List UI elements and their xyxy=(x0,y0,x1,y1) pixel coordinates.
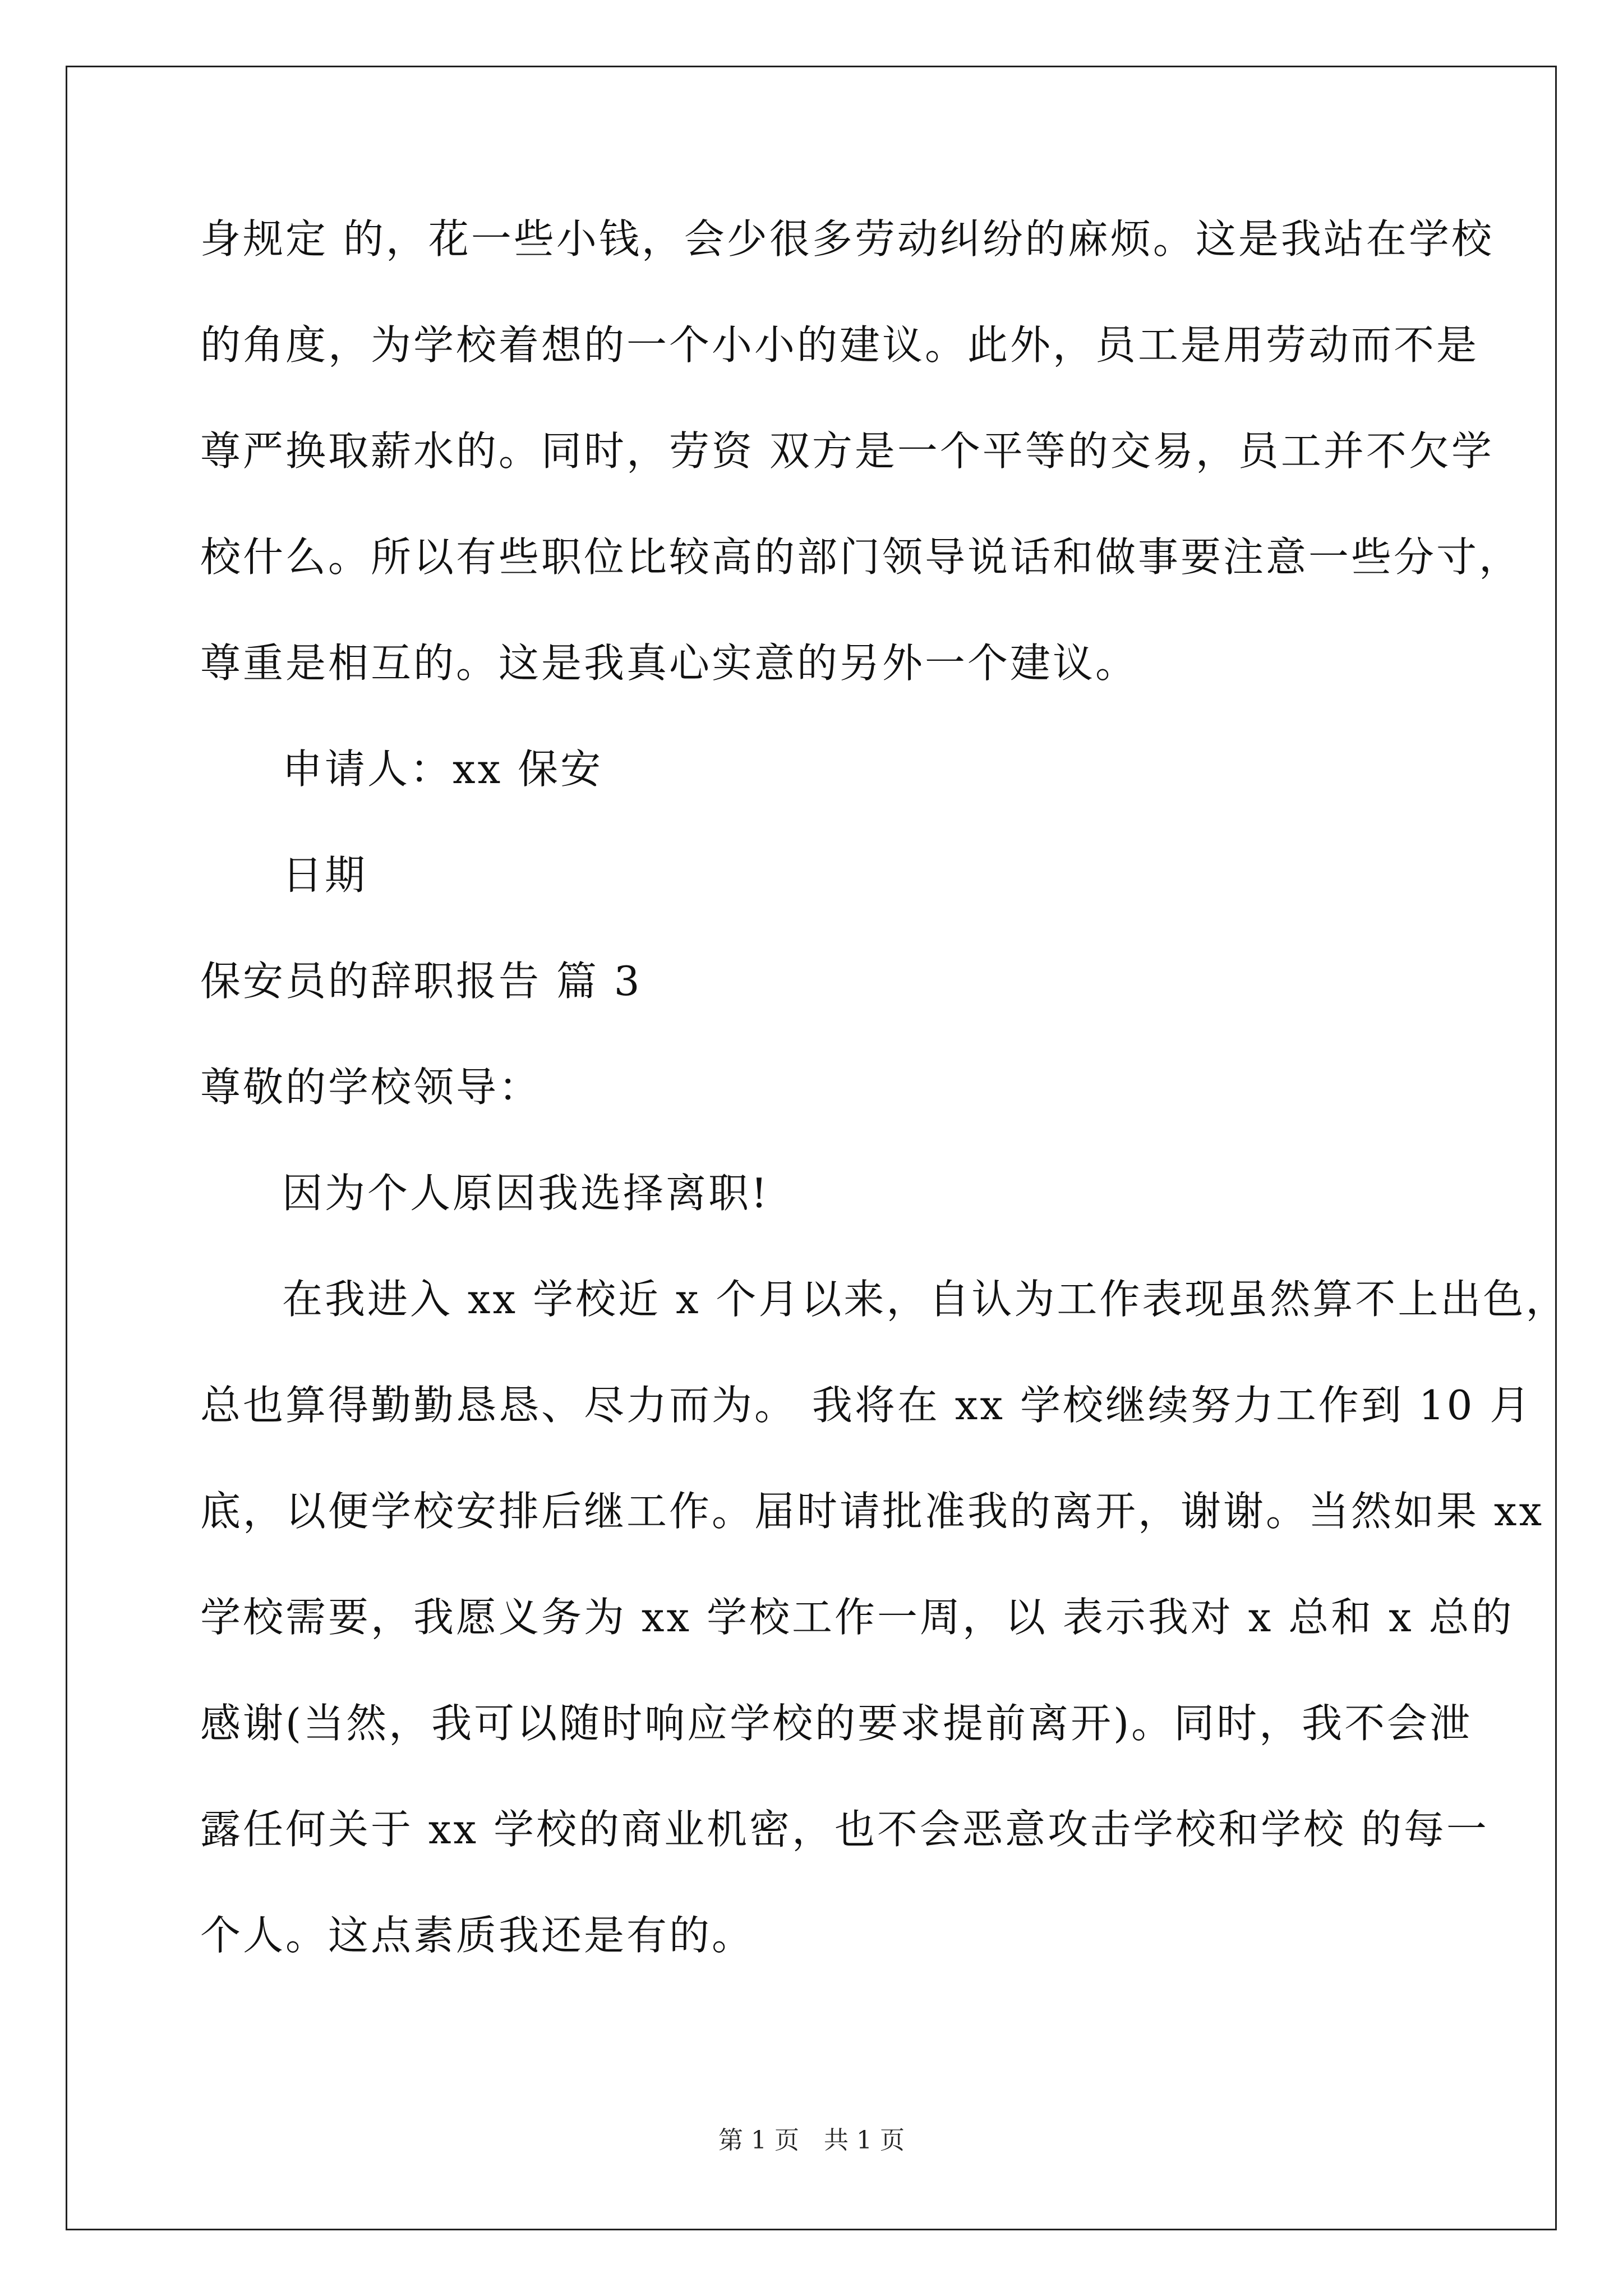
document-body xyxy=(200,212,1569,2014)
text-line: 校什么。所以有些职位比较高的部门领导说话和做事要注意一些分寸， xyxy=(200,533,1522,581)
text-line: 的角度，为学校着想的一个小小的建议。此外，员工是用劳动而不是 xyxy=(200,321,1479,369)
text-line: 学校需要，我愿义务为 xx 学校工作一周，以 表示我对 x 总和 x 总的 xyxy=(200,1594,1514,1641)
applicant-line: 申请人：xx 保安 xyxy=(282,746,603,793)
text-line: 露任何关于 xx 学校的商业机密，也不会恶意攻击学校和学校 的每一 xyxy=(200,1806,1489,1853)
page-footer: 第 1 页 共 1 页 xyxy=(718,2126,905,2155)
text-line: 尊严换取薪水的。同时，劳资 双方是一个平等的交易，员工并不欠学 xyxy=(200,427,1494,475)
text-line: 尊重是相互的。这是我真心实意的另外一个建议。 xyxy=(200,639,1138,687)
text-line: 因为个人原因我选择离职! xyxy=(282,1170,769,1217)
text-line: 总也算得勤勤恳恳、尽力而为。 我将在 xx 学校继续努力工作到 10 月 xyxy=(200,1382,1533,1429)
salutation: 尊敬的学校领导： xyxy=(200,1064,542,1111)
text-line: 在我进入 xx 学校近 x 个月以来，自认为工作表现虽然算不上出色， xyxy=(282,1276,1569,1323)
section-title: 保安员的辞职报告 篇 3 xyxy=(200,958,642,1005)
text-line: 个人。这点素质我还是有的。 xyxy=(200,1912,755,1959)
text-line: 底，以便学校安排后继工作。届时请批准我的离开，谢谢。当然如果 xx xyxy=(200,1488,1544,1535)
date-line: 日期 xyxy=(282,852,368,899)
text-line: 感谢(当然，我可以随时响应学校的要求提前离开)。同时，我不会泄 xyxy=(200,1700,1473,1747)
text-line: 身规定 的，花一些小钱，会少很多劳动纠纷的麻烦。这是我站在学校 xyxy=(200,215,1494,263)
